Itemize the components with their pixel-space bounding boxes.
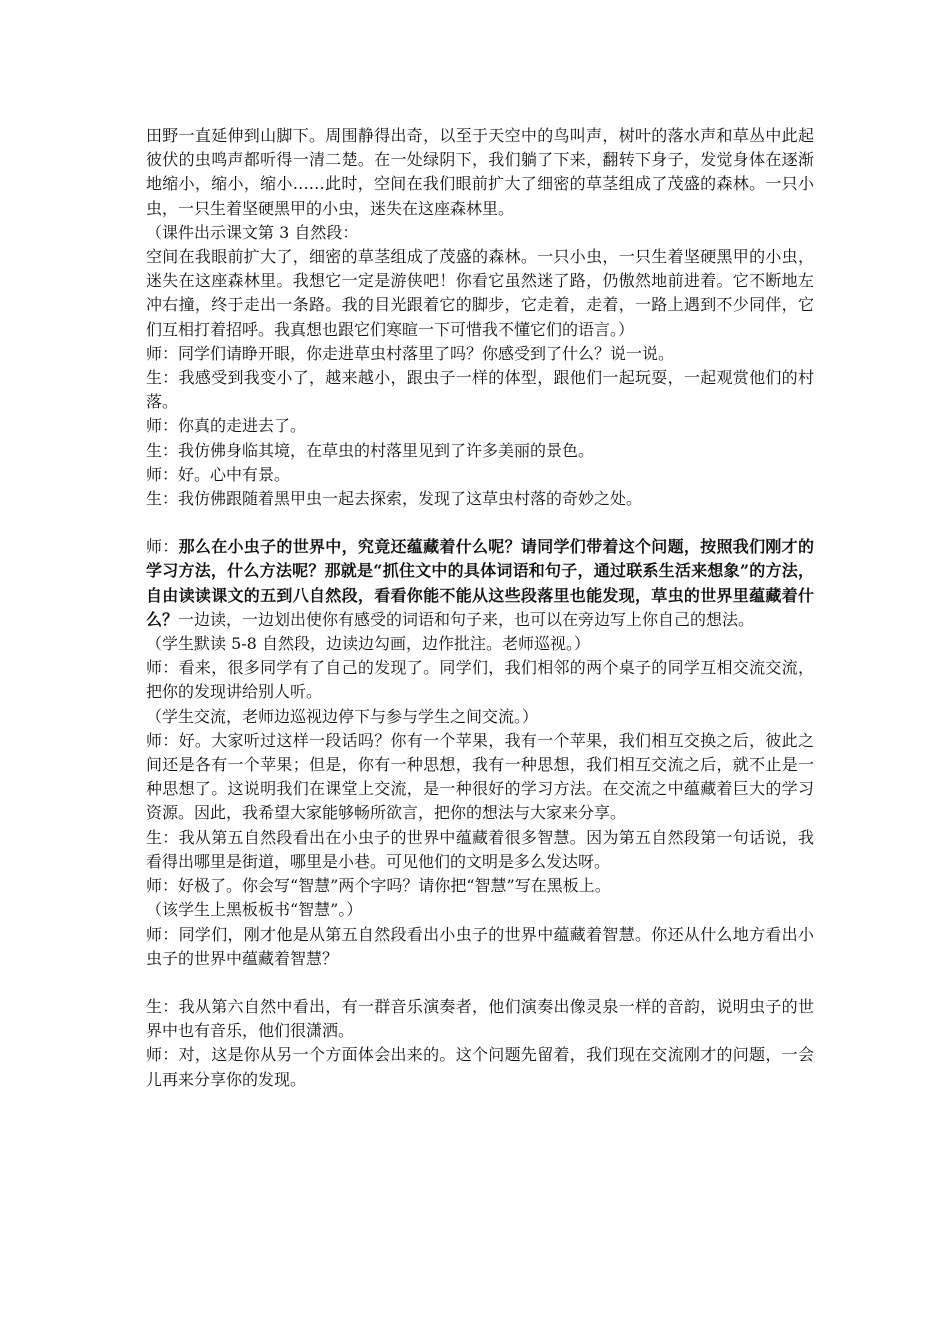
paragraph-teacher-8: 师：对，这是你从另一个方面体会出来的。这个问题先留着，我们现在交流刚才的问题，一会儿再来分享你的发现。: [146, 1045, 814, 1089]
paragraph-teacher-4: 师：看来，很多同学有了自己的发现了。同学们，我们相邻的两个桌子的同学互相交流交流，把你的发现讲给别人听。: [146, 658, 814, 702]
paragraph-teacher-2: 师：你真的走进去了。: [146, 416, 307, 436]
paragraph-teacher-6: 师：好极了。你会写“智慧”两个字吗？请你把“智慧”写在黑板上。: [146, 876, 611, 896]
paragraph-student-1: 生：我感受到我变小了，越来越小，跟虫子一样的体型，跟他们一起玩耍，一起观赏他们的村落。: [146, 368, 814, 412]
paragraph-teacher-1: 师：同学们请睁开眼，你走进草虫村落里了吗？你感受到了什么？说一说。: [146, 343, 675, 363]
paragraph-student-5: 生：我从第六自然中看出，有一群音乐演奏者，他们演奏出像灵泉一样的音韵，说明虫子的世界中也有音乐，他们很潇洒。: [146, 996, 814, 1041]
blank-line: [146, 511, 814, 535]
blank-line: [146, 971, 814, 995]
instruction-text: 一边读，一边划出使你有感受的词语和句子来，也可以在旁边写上你自己的想法。: [178, 609, 755, 629]
paragraph-stage-note-3: （该学生上黑板板书“智慧”。）: [146, 900, 363, 920]
paragraph-stage-note-1: （学生默读 5-8 自然段，边读边勾画，边作批注。老师巡视。）: [146, 634, 590, 654]
paragraph-student-2: 生：我仿佛身临其境，在草虫的村落里见到了许多美丽的景色。: [146, 440, 595, 460]
paragraph-courseware-text: 空间在我眼前扩大了，细密的草茎组成了茂盛的森林。一只小虫，一只生着坚硬黑甲的小虫，迷失在这座森林里。我想它一定是游侠吧！你看它虽然迷了路，仍傲然地前进着。它不断地左冲右撞，终于走出一条路。我的目光跟着它的脚步，它走着，走着，一路上遇到不少同伴，它们互相打着招呼。我真想也跟它们寒暄一下可惜我不懂它们的语言。）: [146, 247, 814, 339]
paragraph-student-3: 生：我仿佛跟随着黑甲虫一起去探索，发现了这草虫村落的奇妙之处。: [146, 489, 643, 509]
paragraph-student-4: 生：我从第五自然段看出在小虫子的世界中蕴藏着很多智慧。因为第五自然段第一句话说，我看得出哪里是街道，哪里是小巷。可见他们的文明是多么发达呀。: [146, 827, 814, 871]
paragraph-courseware-note: （课件出示课文第 3 自然段：: [146, 222, 359, 242]
document-page: [146, 124, 814, 1092]
paragraph-teacher-7: 师：同学们，刚才他是从第五自然段看出小虫子的世界中蕴藏着智慧。你还从什么地方看出小虫子的世界中蕴藏着智慧？: [146, 924, 814, 968]
bold-question: 那么在小虫子的世界中，究竟还蕴藏着什么呢？请同学们带着这个问题，按照我们刚才的学习方法，什么方法呢？那就是“抓住文中的具体词语和句子，通过联系生活来想象”的方法，自由读读课文的五到八自然段，看看你能不能从这些段落里也能发现，草虫的世界里蕴藏着什么？: [146, 537, 814, 629]
paragraph-stage-note-2: （学生交流，老师边巡视边停下与参与学生之间交流。）: [146, 706, 539, 726]
speaker-prefix: 师：: [146, 537, 179, 557]
paragraph-teacher-3: 师：好。心中有景。: [146, 464, 291, 484]
paragraph-teacher-5: 师：好。大家听过这样一段话吗？你有一个苹果，我有一个苹果，我们相互交换之后，彼此之间还是各有一个苹果；但是，你有一种思想，我有一种思想，我们相互交流之后，就不止是一种思想了。这说明我们在课堂上交流，是一种很好的学习方法。在交流之中蕴藏着巨大的学习资源。因此，我希望大家能够畅所欲言，把你的想法与大家来分享。: [146, 730, 814, 823]
paragraph-teacher-question: [146, 535, 814, 632]
paragraph-intro: 田野一直延伸到山脚下。周围静得出奇，以至于天空中的鸟叫声，树叶的落水声和草丛中此起彼伏的虫鸣声都听得一清二楚。在一处绿阴下，我们躺了下来，翻转下身子，发觉身体在逐渐地缩小，缩小，缩小……此时，空间在我们眼前扩大了细密的草茎组成了茂盛的森林。一只小虫，一只生着坚硬黑甲的小虫，迷失在这座森林里。: [146, 126, 814, 218]
